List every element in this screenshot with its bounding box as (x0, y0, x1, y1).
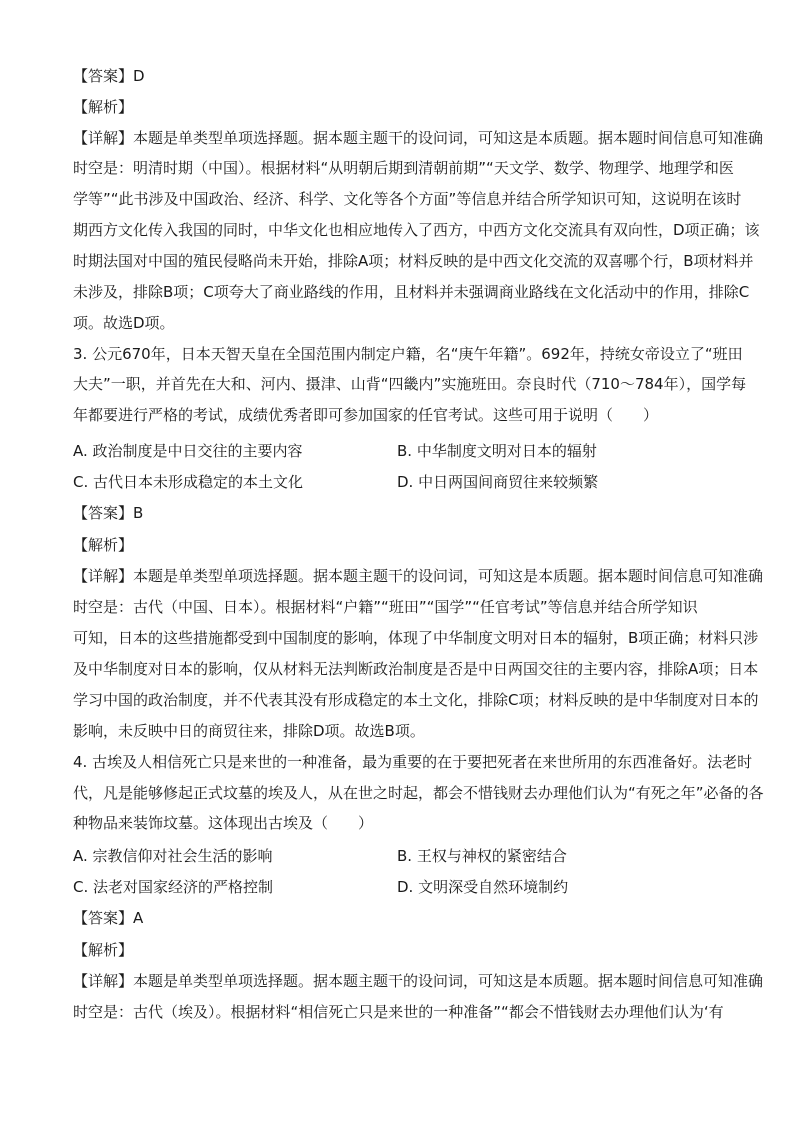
q3-detail-line: 及中华制度对日本的影响，仅从材料无法判断政治制度是否是中日两国交往的主要内容，排除A项；日本 (73, 660, 759, 678)
q2-detail-line: 时空是：明清时期（中国）。根据材料“从明朝后期到清朝前期”“天文学、数学、物理学、地理学和医 (73, 159, 734, 177)
q2-detail-line: 期西方文化传入我国的同时，中华文化也相应地传入了西方，中西方文化交流具有双向性，D项正确；该 (73, 221, 760, 239)
q2-detail-line: 学等”“此书涉及中国政治、经济、科学、文化等各个方面”等信息并结合所学知识可知，这说明在该时 (73, 190, 742, 208)
q3-option-a: A. 政治制度是中日交往的主要内容 (73, 442, 303, 460)
q2-analysis-heading: 【解析】 (73, 98, 134, 116)
q4-detail-line: 【详解】本题是单类型单项选择题。据本题主题干的设问词，可知这是本质题。据本题时间信息可知准确 (73, 972, 764, 990)
q3-detail-line: 可知，日本的这些措施都受到中国制度的影响，体现了中华制度文明对日本的辐射，B项正确；材料只涉 (73, 629, 759, 647)
q2-answer: 【答案】D (73, 67, 145, 85)
q2-detail-line: 时期法国对中国的殖民侵略尚未开始，排除A项；材料反映的是中西文化交流的双喜哪个行，B项材料并 (73, 252, 754, 270)
q3-option-c: C. 古代日本未形成稳定的本土文化 (73, 473, 304, 491)
q2-detail-line: 【详解】本题是单类型单项选择题。据本题主题干的设问词，可知这是本质题。据本题时间信息可知准确 (73, 129, 764, 147)
q3-stem-line: 年都要进行严格的考试，成绩优秀者即可参加国家的任官考试。这些可用于说明（ ） (73, 406, 659, 424)
q4-option-c: C. 法老对国家经济的严格控制 (73, 878, 274, 896)
q3-detail-line: 影响，未反映中日的商贸往来，排除D项。故选B项。 (73, 722, 425, 740)
q4-option-b: B. 王权与神权的紧密结合 (397, 847, 567, 865)
q3-option-d: D. 中日两国间商贸往来较频繁 (397, 473, 599, 491)
q3-detail-line: 【详解】本题是单类型单项选择题。据本题主题干的设问词，可知这是本质题。据本题时间信息可知准确 (73, 567, 764, 585)
q3-analysis-heading: 【解析】 (73, 536, 134, 554)
q3-detail-line: 学习中国的政治制度，并不代表其没有形成稳定的本土文化，排除C项；材料反映的是中华制度对日本的 (73, 691, 759, 709)
q4-detail-line: 时空是：古代（埃及）。根据材料“相信死亡只是来世的一种准备”“都会不惜钱财去办理他们认为‘有 (73, 1003, 724, 1021)
q4-answer: 【答案】A (73, 909, 144, 927)
q3-option-b: B. 中华制度文明对日本的辐射 (397, 442, 597, 460)
q3-detail-line: 时空是：古代（中国、日本）。根据材料“户籍”“班田”“国学”“任官考试”等信息并结合所学知识 (73, 598, 698, 616)
q4-option-d: D. 文明深受自然环境制约 (397, 878, 569, 896)
q4-stem-line: 4. 古埃及人相信死亡只是来世的一种准备，最为重要的在于要把死者在来世所用的东西准备好。法老时 (73, 753, 753, 771)
q4-stem-line: 代，凡是能够修起正式坟墓的埃及人，从在世之时起，都会不惜钱财去办理他们认为“有死之年”必备的各 (73, 784, 764, 802)
q3-answer: 【答案】B (73, 504, 144, 522)
q2-detail-line: 项。故选D项。 (73, 314, 175, 332)
q2-detail-line: 未涉及，排除B项；C项夸大了商业路线的作用，且材料并未强调商业路线在文化活动中的作用，排除C (73, 283, 750, 301)
q3-stem-line: 3. 公元670年，日本天智天皇在全国范围内制定户籍，名“庚午年籍”。692年，持统女帝设立了“班田 (73, 345, 743, 363)
q4-stem-line: 种物品来装饰坟墓。这体现出古埃及（ ） (73, 814, 374, 832)
q4-option-a: A. 宗教信仰对社会生活的影响 (73, 847, 273, 865)
q3-stem-line: 大夫”一职，并首先在大和、河内、摄津、山背“四畿内”实施班田。奈良时代（710～784年），国学每 (73, 375, 747, 393)
q4-analysis-heading: 【解析】 (73, 941, 134, 959)
